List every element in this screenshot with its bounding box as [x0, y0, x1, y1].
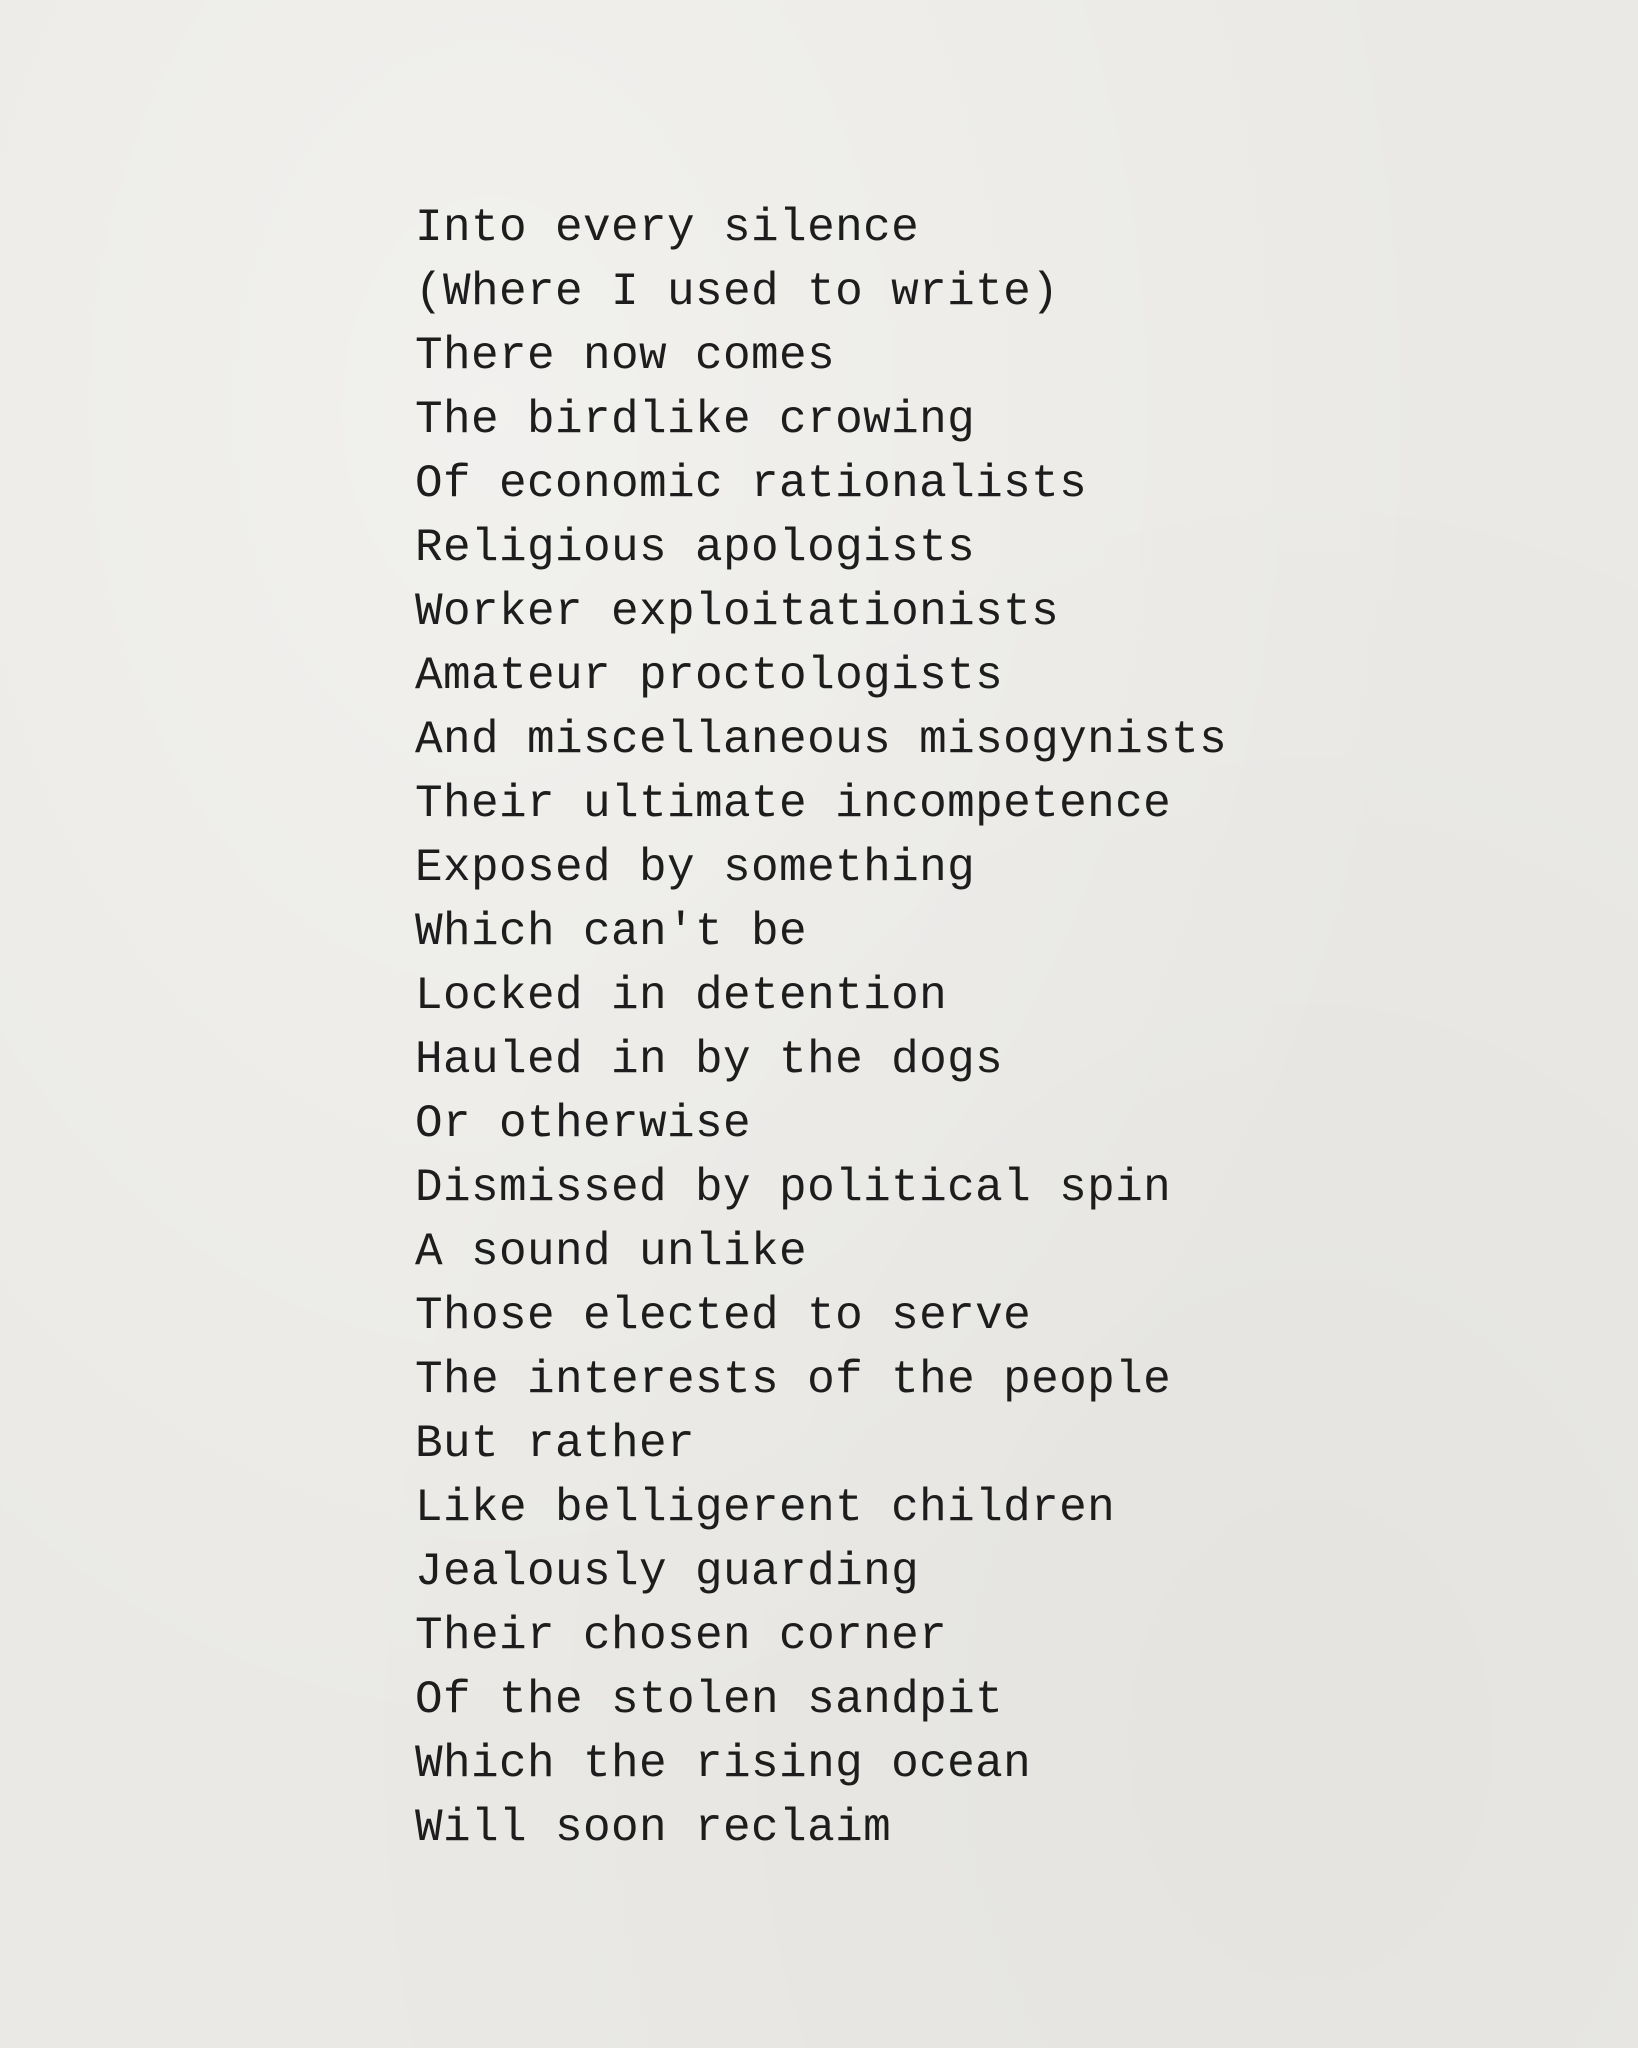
poem-line: Which the rising ocean [415, 1738, 1032, 1790]
poem-line: Will soon reclaim [415, 1802, 892, 1854]
poem-line: There now comes [415, 330, 836, 382]
poem-line: Into every silence [415, 202, 920, 254]
poem-line: Hauled in by the dogs [415, 1034, 1004, 1086]
poem-line: Worker exploitationists [415, 586, 1060, 638]
poem-line: Of economic rationalists [415, 458, 1088, 510]
poem-line: (Where I used to write) [415, 266, 1060, 318]
poem-line: Amateur proctologists [415, 650, 1004, 702]
poem-line: Of the stolen sandpit [415, 1674, 1004, 1726]
poem-line: Like belligerent children [415, 1482, 1116, 1534]
poem-line: Jealously guarding [415, 1546, 920, 1598]
poem-line: Religious apologists [415, 522, 976, 574]
poem-line: Their ultimate incompetence [415, 778, 1172, 830]
poem-line: Those elected to serve [415, 1290, 1032, 1342]
poem-line: Or otherwise [415, 1098, 752, 1150]
poem-line: And miscellaneous misogynists [415, 714, 1228, 766]
poem-line: The interests of the people [415, 1354, 1172, 1406]
poem-line: Exposed by something [415, 842, 976, 894]
poem-line: But rather [415, 1418, 696, 1470]
poem-line: Dismissed by political spin [415, 1162, 1172, 1214]
poem-text [415, 196, 1227, 1860]
poem-line: Their chosen corner [415, 1610, 948, 1662]
poem-line: Which can't be [415, 906, 808, 958]
poem-line: The birdlike crowing [415, 394, 976, 446]
poem-line: A sound unlike [415, 1226, 808, 1278]
poem-line: Locked in detention [415, 970, 948, 1022]
